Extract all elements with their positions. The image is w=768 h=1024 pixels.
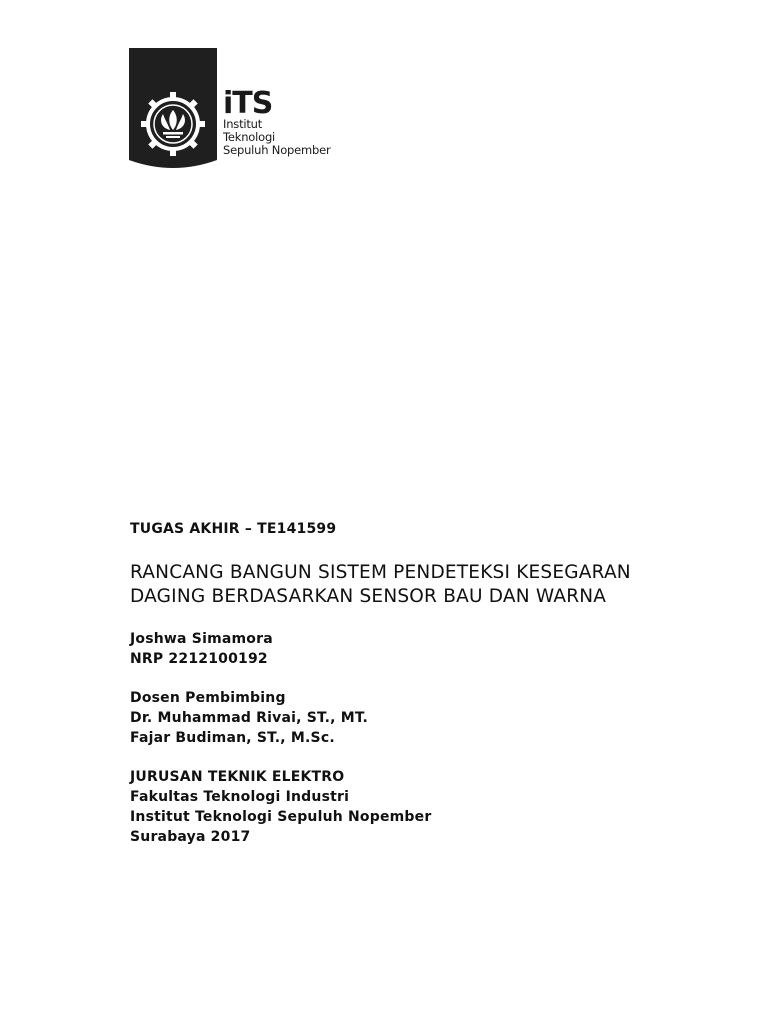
supervisor-block [130,688,730,748]
spacer [130,669,730,688]
supervisor-name-2: Fajar Budiman, ST., M.Sc. [130,730,335,746]
thesis-title-line-2: DAGING BERDASARKAN SENSOR BAU DAN WARNA [130,586,607,607]
author-block [130,629,730,669]
cover-content [130,519,730,847]
institution-faculty: Fakultas Teknologi Industri [130,789,350,805]
supervisor-heading: Dosen Pembimbing [130,690,286,706]
logo-line-2: Teknologi [223,130,276,144]
its-logo-wordmark [223,86,363,157]
its-logo-emblem [129,48,217,172]
thesis-code: TUGAS AKHIR – TE141599 [130,521,337,537]
supervisor-name-1: Dr. Muhammad Rivai, ST., MT. [130,710,368,726]
logo-brand: iTS [223,86,273,121]
author-nrp: NRP 2212100192 [130,651,268,667]
institution-name: Institut Teknologi Sepuluh Nopember [130,809,432,825]
institution-department: JURUSAN TEKNIK ELEKTRO [130,769,345,785]
spacer [130,748,730,767]
institution-block [130,767,730,847]
logo-line-3: Sepuluh Nopember [223,143,331,157]
thesis-title [130,561,730,609]
institution-city-year: Surabaya 2017 [130,829,251,845]
thesis-title-line-1: RANCANG BANGUN SISTEM PENDETEKSI KESEGARAN [130,562,631,583]
its-emblem-icon [129,48,217,172]
logo-line-1: Institut [223,117,263,131]
author-name: Joshwa Simamora [130,631,273,647]
